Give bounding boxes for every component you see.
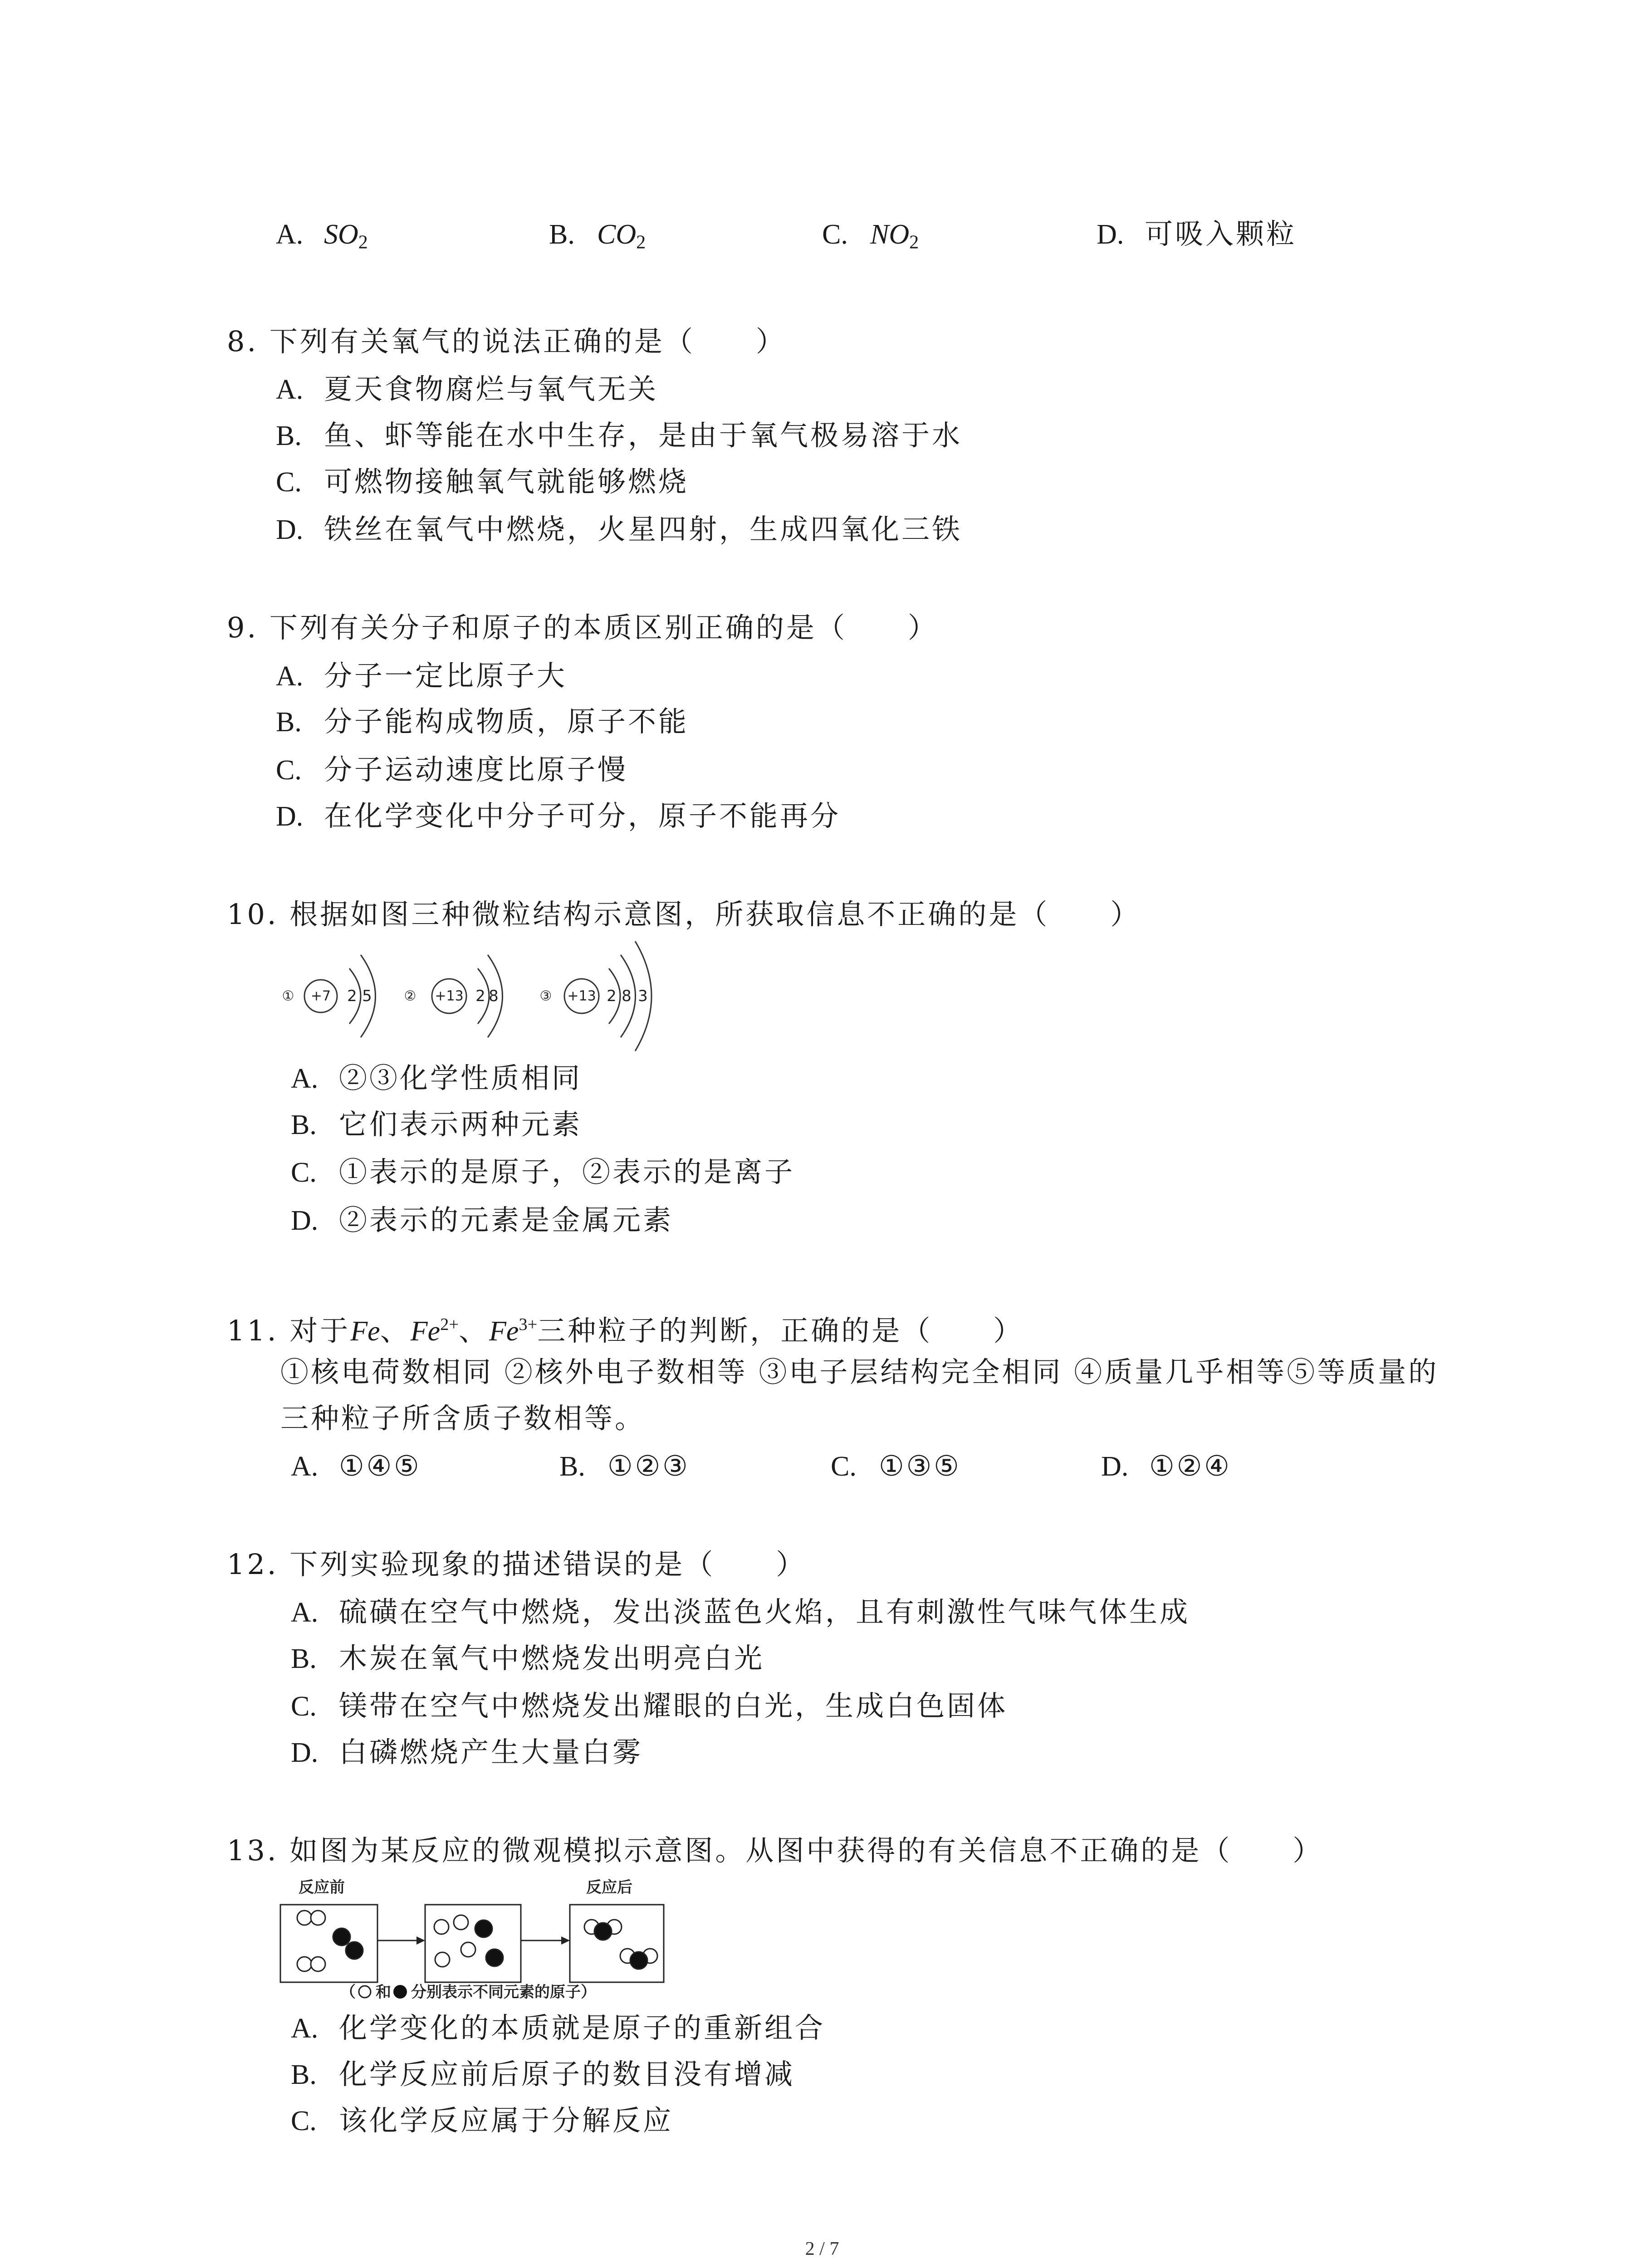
atom-label: ③ (539, 988, 552, 1004)
stem-suffix: 三种粒子的判断，正确的是（ ） (537, 1314, 1024, 1348)
black-atom (346, 1942, 363, 1959)
q9-option-c (276, 752, 628, 788)
option-text: 分子一定比原子大 (324, 659, 568, 692)
white-atom (311, 1911, 325, 1925)
q12-option-a (291, 1594, 1190, 1631)
option-letter: A. (276, 219, 304, 250)
q10-option-d (291, 1202, 673, 1239)
q11-option-d (1101, 1448, 1232, 1485)
option-letter: C. (822, 219, 848, 250)
option-letter: B. (291, 2059, 317, 2090)
formula (870, 219, 919, 253)
q11-statements-line1: ①核电荷数相同 ②核外电子数相等 ③电子层结构完全相同 ④质量几乎相等⑤等质量的 (280, 1355, 1439, 1388)
q10-option-a (291, 1060, 582, 1097)
after-label: 反应后 (586, 1878, 632, 1897)
option-letter: B. (549, 219, 575, 250)
q13-option-a (291, 2010, 825, 2047)
white-atom (461, 1942, 475, 1957)
ion-formula (350, 1316, 380, 1347)
option-text: ①②③ (607, 1449, 690, 1482)
q8-option-b (276, 417, 962, 454)
formula-base: NO (870, 219, 910, 250)
q7-option-b (549, 216, 646, 261)
option-text: ①②④ (1149, 1449, 1232, 1482)
option-text: 白磷燃烧产生大量白雾 (339, 1735, 643, 1769)
option-letter: C. (291, 1157, 317, 1188)
q7-option-d (1097, 216, 1297, 253)
option-letter: C. (291, 1691, 317, 1722)
option-letter: C. (831, 1451, 857, 1482)
q8-option-d (276, 511, 962, 548)
atom-structure-diagram (272, 934, 671, 1058)
atom-label: ② (404, 988, 416, 1004)
option-letter: D. (276, 801, 304, 832)
q12-option-c (291, 1688, 1008, 1725)
q10-stem: 10. 根据如图三种微粒结构示意图，所获取信息不正确的是（ ） (227, 898, 1141, 931)
option-letter: D. (1097, 219, 1124, 250)
q11-option-c (831, 1448, 961, 1485)
option-letter: B. (291, 1643, 317, 1674)
formula-subscript: 2 (909, 231, 919, 253)
q11-option-a (291, 1448, 421, 1485)
q11-stem (227, 1306, 1024, 1349)
option-text: 铁丝在氧气中燃烧，火星四射，生成四氧化三铁 (324, 513, 963, 546)
option-letter: C. (276, 467, 302, 498)
shell-electrons: 5 (362, 987, 372, 1005)
white-atom (435, 1952, 450, 1967)
formula-base: SO (324, 219, 358, 250)
option-letter: C. (276, 755, 302, 786)
atom-label: ① (282, 988, 294, 1004)
formula (324, 219, 368, 253)
white-atom (454, 1915, 468, 1930)
q12-stem: 12. 下列实验现象的描述错误的是（ ） (227, 1548, 807, 1581)
black-atom (475, 1920, 492, 1937)
before-box (280, 1905, 377, 1982)
option-letter: A. (291, 2013, 318, 2044)
q7-option-a (276, 216, 368, 261)
arrow-head (416, 1936, 425, 1945)
shell-electrons: 2 (347, 987, 357, 1005)
option-text: ①③⑤ (879, 1449, 961, 1482)
q11-statements-line2: 三种粒子所含质子数相等。 (280, 1402, 646, 1435)
option-text: 分子能构成物质，原子不能 (324, 705, 689, 738)
option-letter: A. (291, 1451, 318, 1482)
formula-subscript: 2 (636, 231, 646, 253)
q9-option-d (276, 798, 841, 835)
shell-electrons: 2 (607, 987, 617, 1005)
nucleus-charge: +7 (310, 988, 331, 1004)
option-text: ①④⑤ (339, 1449, 421, 1482)
option-letter: A. (291, 1597, 318, 1628)
ion-formula (489, 1316, 537, 1347)
option-letter: C. (291, 2106, 317, 2136)
arrow-head (561, 1936, 570, 1945)
option-text: ①表示的是原子，②表示的是离子 (339, 1155, 795, 1188)
option-letter: D. (291, 1737, 318, 1768)
q13-option-c (291, 2102, 673, 2139)
formula-base: Fe (350, 1316, 380, 1347)
white-atom (297, 1911, 312, 1925)
option-letter: B. (291, 1110, 317, 1140)
q9-stem: 9. 下列有关分子和原子的本质区别正确的是（ ） (227, 611, 938, 644)
option-text: ②表示的元素是金属元素 (339, 1203, 674, 1237)
option-text: 化学变化的本质就是原子的重新组合 (339, 2011, 826, 2044)
option-text: 夏天食物腐烂与氧气无关 (324, 372, 659, 406)
q10-option-b (291, 1106, 582, 1143)
option-text: 可燃物接触氧气就能够燃烧 (324, 465, 689, 498)
option-text: 可吸入颗粒 (1145, 217, 1297, 250)
option-text: 硫磺在空气中燃烧，发出淡蓝色火焰，且有刺激性气味气体生成 (339, 1595, 1190, 1628)
black-atom-legend (393, 1985, 407, 1999)
caption-and: 和 (376, 1983, 391, 2001)
white-atom (434, 1920, 449, 1934)
ion-charge: 3+ (519, 1315, 538, 1334)
after-box (570, 1905, 664, 1982)
q8-option-c (276, 464, 689, 500)
option-text: 化学反应前后原子的数目没有增减 (339, 2058, 795, 2091)
shell-electrons: 2 (475, 987, 485, 1005)
option-text: ②③化学性质相同 (339, 1061, 583, 1095)
black-atom (630, 1952, 647, 1969)
q13-option-b (291, 2056, 795, 2093)
option-text: 它们表示两种元素 (339, 1108, 583, 1141)
q9-option-a (276, 658, 567, 694)
q10-option-c (291, 1154, 795, 1191)
formula-base: Fe (410, 1316, 441, 1347)
ion-formula (411, 1316, 459, 1347)
white-atom (297, 1957, 312, 1971)
q11-option-b (559, 1448, 690, 1485)
q8-stem: 8. 下列有关氧气的说法正确的是（ ） (227, 325, 786, 358)
formula-subscript: 2 (358, 231, 368, 253)
shell-electrons: 3 (638, 987, 648, 1005)
nucleus-charge: +13 (435, 988, 464, 1004)
black-atom (333, 1928, 350, 1945)
white-atom (311, 1957, 325, 1971)
option-text: 在化学变化中分子可分，原子不能再分 (324, 799, 841, 832)
option-letter: A. (291, 1063, 318, 1094)
formula-base: Fe (489, 1316, 519, 1347)
q13-stem: 13. 如图为某反应的微观模拟示意图。从图中获得的有关信息不正确的是（ ） (227, 1834, 1323, 1867)
reaction-diagram (272, 1869, 681, 2005)
option-letter: A. (276, 661, 304, 692)
option-letter: D. (1101, 1451, 1129, 1482)
caption-rest: 分别表示不同元素的原子） (411, 1983, 596, 2001)
option-text: 该化学反应属于分解反应 (339, 2104, 674, 2137)
q7-option-c (822, 216, 919, 261)
option-text: 鱼、虾等能在水中生存，是由于氧气极易溶于水 (324, 419, 963, 452)
nucleus-charge: +13 (567, 988, 596, 1004)
ion-charge: 2+ (440, 1315, 459, 1334)
option-letter: A. (276, 374, 304, 405)
page-number: 2 / 7 (805, 2239, 839, 2259)
option-text: 镁带在空气中燃烧发出耀眼的白光，生成白色固体 (339, 1689, 1008, 1722)
option-letter: B. (559, 1451, 585, 1482)
formula-base: CO (597, 219, 637, 250)
option-letter: B. (276, 420, 302, 451)
caption-open: （ (340, 1983, 356, 2001)
separator: 、 (380, 1314, 411, 1348)
option-text: 分子运动速度比原子慢 (324, 753, 628, 786)
option-letter: D. (291, 1205, 318, 1236)
formula (597, 219, 646, 253)
shell-electrons: 8 (622, 987, 632, 1005)
q12-option-b (291, 1640, 764, 1677)
option-letter: D. (276, 514, 304, 545)
option-letter: B. (276, 707, 302, 738)
q9-option-b (276, 704, 689, 740)
stem-prefix: 11. 对于 (227, 1314, 351, 1348)
option-text: 木炭在氧气中燃烧发出明亮白光 (339, 1642, 765, 1675)
shell-electrons: 8 (489, 987, 499, 1005)
q12-option-d (291, 1734, 643, 1771)
before-label: 反应前 (299, 1878, 345, 1897)
black-atom (486, 1949, 503, 1966)
black-atom (594, 1923, 612, 1940)
white-atom-legend (359, 1986, 371, 1998)
separator: 、 (459, 1314, 490, 1348)
q8-option-a (276, 371, 658, 408)
